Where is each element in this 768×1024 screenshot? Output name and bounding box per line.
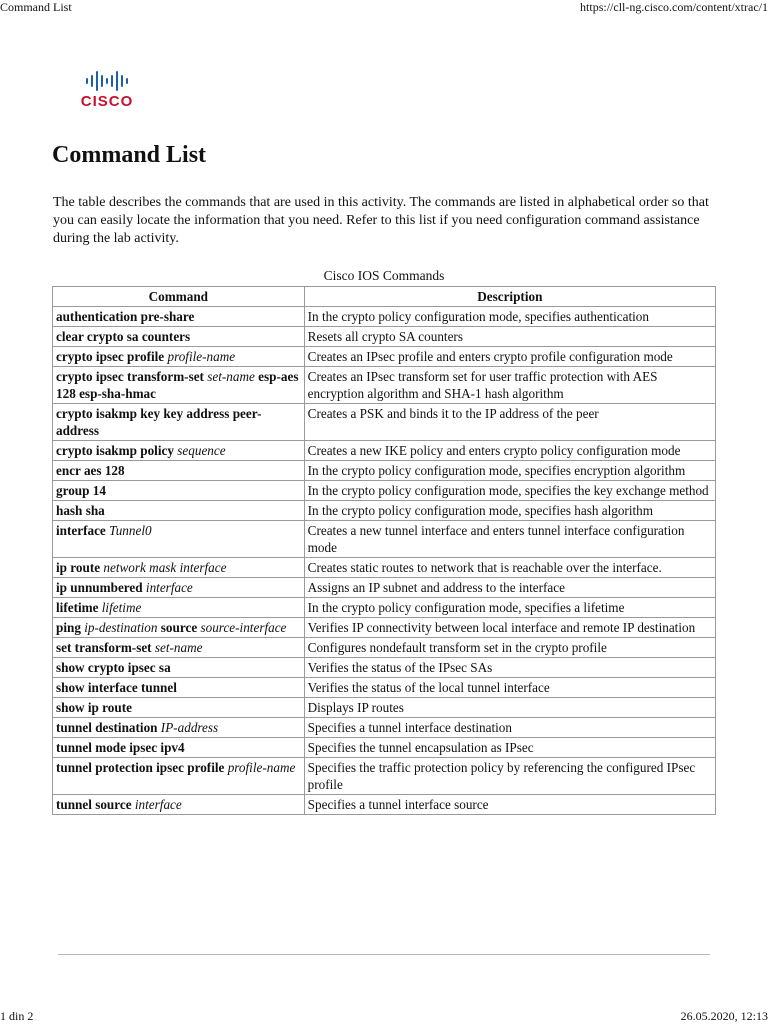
command-cell xyxy=(53,638,305,658)
command-cell xyxy=(53,738,305,758)
command-cell xyxy=(53,795,305,815)
print-footer-page: 1 din 2 xyxy=(0,1009,34,1023)
table-row xyxy=(53,521,716,558)
command-cell xyxy=(53,441,305,461)
command-keyword: crypto isakmp policy xyxy=(56,443,178,458)
table-row xyxy=(53,347,716,367)
table-row xyxy=(53,618,716,638)
table-row xyxy=(53,327,716,347)
table-header-row xyxy=(53,287,716,307)
command-argument: profile-name xyxy=(227,760,296,775)
command-cell xyxy=(53,461,305,481)
command-keyword: ping xyxy=(56,620,85,635)
command-cell xyxy=(53,758,305,795)
table-row xyxy=(53,404,716,441)
cisco-logo xyxy=(77,70,137,110)
description-cell: Creates a new tunnel interface and enters tunnel interface configuration mode xyxy=(304,521,715,558)
command-table-body xyxy=(53,307,716,815)
command-keyword: set transform-set xyxy=(56,640,155,655)
command-cell xyxy=(53,658,305,678)
table-row xyxy=(53,461,716,481)
command-keyword: crypto ipsec transform-set xyxy=(56,369,208,384)
command-table xyxy=(52,286,716,815)
command-cell xyxy=(53,698,305,718)
command-argument: ip-destination xyxy=(84,620,158,635)
command-keyword: tunnel destination xyxy=(56,720,161,735)
table-caption: Cisco IOS Commands xyxy=(323,268,445,283)
command-cell xyxy=(53,718,305,738)
cisco-bars-icon xyxy=(77,70,137,92)
description-cell: In the crypto policy configuration mode, specifies a lifetime xyxy=(304,598,715,618)
table-row xyxy=(53,481,716,501)
table-row xyxy=(53,758,716,795)
command-cell xyxy=(53,481,305,501)
description-cell: Specifies the traffic protection policy by referencing the configured IPsec profile xyxy=(304,758,715,795)
table-row xyxy=(53,578,716,598)
command-cell xyxy=(53,404,305,441)
description-cell: Verifies the status of the local tunnel interface xyxy=(304,678,715,698)
table-row xyxy=(53,738,716,758)
command-cell xyxy=(53,678,305,698)
table-row xyxy=(53,718,716,738)
command-keyword: tunnel mode ipsec ipv4 xyxy=(56,740,185,755)
command-cell xyxy=(53,307,305,327)
command-argument: profile-name xyxy=(167,349,236,364)
description-cell: Creates static routes to network that is reachable over the interface. xyxy=(304,558,715,578)
command-argument: Tunnel0 xyxy=(109,523,152,538)
table-row xyxy=(53,598,716,618)
cisco-logo-word: CISCO xyxy=(80,93,134,110)
description-cell: Specifies a tunnel interface source xyxy=(304,795,715,815)
description-cell: Creates a new IKE policy and enters crypto policy configuration mode xyxy=(304,441,715,461)
print-footer-datetime: 26.05.2020, 12:13 xyxy=(680,1009,768,1023)
command-argument: interface xyxy=(134,797,182,812)
table-row xyxy=(53,678,716,698)
column-header-description: Description xyxy=(304,287,715,307)
description-cell: Assigns an IP subnet and address to the interface xyxy=(304,578,715,598)
command-cell xyxy=(53,598,305,618)
description-cell: Specifies the tunnel encapsulation as IPsec xyxy=(304,738,715,758)
description-cell: Configures nondefault transform set in the crypto profile xyxy=(304,638,715,658)
print-header-url: https://cll-ng.cisco.com/content/xtrac/1 xyxy=(580,0,768,14)
command-argument: sequence xyxy=(177,443,226,458)
description-cell: Creates an IPsec transform set for user traffic protection with AES encryption algorithm and SHA-1 hash algorithm xyxy=(304,367,715,404)
command-cell xyxy=(53,327,305,347)
table-row xyxy=(53,558,716,578)
command-argument: set-name xyxy=(154,640,203,655)
command-keyword: clear crypto sa counters xyxy=(56,329,191,344)
table-row xyxy=(53,698,716,718)
command-keyword: source xyxy=(157,620,201,635)
description-cell: Displays IP routes xyxy=(304,698,715,718)
table-row xyxy=(53,795,716,815)
command-keyword: ip unnumbered xyxy=(56,580,146,595)
table-row xyxy=(53,441,716,461)
command-keyword: hash sha xyxy=(56,503,105,518)
command-cell xyxy=(53,578,305,598)
description-cell: In the crypto policy configuration mode, specifies authentication xyxy=(304,307,715,327)
command-cell xyxy=(53,618,305,638)
command-cell xyxy=(53,367,305,404)
command-keyword: tunnel protection ipsec profile xyxy=(56,760,228,775)
command-argument: source-interface xyxy=(200,620,287,635)
description-cell: Verifies IP connectivity between local interface and remote IP destination xyxy=(304,618,715,638)
command-keyword: crypto isakmp key key address peer-address xyxy=(56,406,262,438)
description-cell: Creates an IPsec profile and enters crypto profile configuration mode xyxy=(304,347,715,367)
description-cell: In the crypto policy configuration mode, specifies hash algorithm xyxy=(304,501,715,521)
table-row xyxy=(53,638,716,658)
command-keyword: show crypto ipsec sa xyxy=(56,660,171,675)
command-argument: network mask interface xyxy=(103,560,227,575)
description-cell: Verifies the status of the IPsec SAs xyxy=(304,658,715,678)
command-keyword: interface xyxy=(56,523,110,538)
page-title: Command List xyxy=(52,142,207,168)
footer-divider xyxy=(58,954,710,955)
command-keyword: authentication pre-share xyxy=(56,309,195,324)
command-keyword: ip route xyxy=(56,560,104,575)
command-cell xyxy=(53,347,305,367)
command-keyword: tunnel source xyxy=(56,797,135,812)
command-keyword: encr aes 128 xyxy=(56,463,125,478)
table-row xyxy=(53,658,716,678)
description-cell: Resets all crypto SA counters xyxy=(304,327,715,347)
command-keyword: show ip route xyxy=(56,700,132,715)
command-keyword: lifetime xyxy=(56,600,102,615)
table-row xyxy=(53,307,716,327)
description-cell: Creates a PSK and binds it to the IP address of the peer xyxy=(304,404,715,441)
print-header-title: Command List xyxy=(0,0,72,14)
table-row xyxy=(53,367,716,404)
command-argument: lifetime xyxy=(101,600,142,615)
description-cell: In the crypto policy configuration mode, specifies the key exchange method xyxy=(304,481,715,501)
command-keyword: crypto ipsec profile xyxy=(56,349,168,364)
command-cell xyxy=(53,521,305,558)
column-header-command: Command xyxy=(53,287,305,307)
command-argument: set-name xyxy=(207,369,255,384)
description-cell: Specifies a tunnel interface destination xyxy=(304,718,715,738)
command-cell xyxy=(53,558,305,578)
command-keyword: group 14 xyxy=(56,483,106,498)
command-keyword: esp-aes 128 esp-sha-hmac xyxy=(56,369,299,401)
command-cell xyxy=(53,501,305,521)
intro-paragraph: The table describes the commands that are used in this activity. The commands are listed in alphabetical order so that you can easily locate the information that you need. Refer to this list if you need configuration command assistance during the lab activity. xyxy=(53,195,709,246)
command-argument: interface xyxy=(145,580,193,595)
description-cell: In the crypto policy configuration mode, specifies encryption algorithm xyxy=(304,461,715,481)
table-row xyxy=(53,501,716,521)
command-keyword: show interface tunnel xyxy=(56,680,177,695)
command-argument: IP-address xyxy=(160,720,219,735)
